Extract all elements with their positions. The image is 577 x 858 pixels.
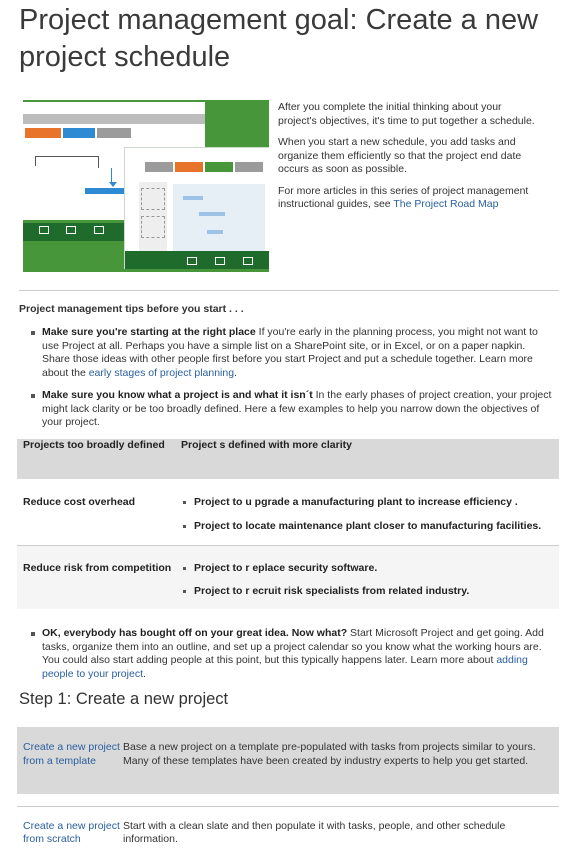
create-from-template-link[interactable]: Create a new project from a template — [23, 741, 120, 767]
clear-list — [181, 496, 559, 533]
link-cell — [17, 806, 123, 858]
create-from-scratch-link[interactable]: Create a new project from scratch — [23, 819, 120, 845]
intro-text — [278, 101, 540, 220]
description-cell: Start with a clean slate and then populate it with tasks, people, and other schedule information. — [123, 819, 506, 845]
early-stages-link[interactable]: early stages of project planning — [88, 366, 235, 379]
tip-item: Make sure you're starting at the right place If you're early in the planning process, you might not want to use Project at all. Perhaps you have a simple list on a SharePoint site, or in Excel, or on a paper napkin. Share those ideas with other people first before you start Project and put a schedule together. Learn more about the early stages of project planning. — [31, 326, 553, 380]
tips-list — [31, 627, 553, 690]
broad-cell: Reduce risk from competition — [23, 561, 172, 574]
intro-paragraph: When you start a new schedule, you add tasks and organize them efficiently so that the project end date occurs as soon as possible. — [278, 136, 522, 175]
intro-paragraph: For more articles in this series of project management instructional guides, see The Project Road Map — [278, 184, 529, 210]
adding-people-link[interactable]: adding people to your project — [42, 654, 528, 680]
description-cell: Base a new project on a template pre-populated with tasks from projects similar to yours. Many of these templates have been created by industry experts to help you get started. — [123, 741, 536, 767]
list-item: Project to u pgrade a manufacturing plant to increase efficiency . — [181, 496, 559, 510]
tips-list — [31, 326, 553, 439]
clear-cell — [181, 545, 559, 609]
intro-paragraph: After you complete the initial thinking about your project's objectives, it's time to put together a schedule. — [278, 101, 535, 127]
table-row — [17, 806, 559, 858]
column-header: Project s defined with more clarity — [181, 439, 352, 451]
table-row — [17, 479, 559, 545]
divider — [19, 290, 559, 291]
calendar-document-graphic — [124, 147, 269, 269]
clear-cell — [181, 479, 559, 545]
tip-item: OK, everybody has bought off on your great idea. Now what? Start Microsoft Project and get going. Add tasks, organize them into an outline, and set up a project calendar so you know what the working hours are. You could also start adding people at this point, but this typically happens later. Learn more about adding people to your project. — [31, 627, 553, 681]
spacer-row — [17, 794, 559, 806]
list-item: Project to locate maintenance plant closer to manufacturing facilities. — [181, 520, 559, 534]
list-item: Project to r eplace security software. — [181, 562, 559, 576]
tips-title: Project management tips before you start . . . — [19, 303, 244, 315]
clarity-table — [17, 439, 559, 609]
step1-title: Step 1: Create a new project — [19, 690, 229, 708]
page-title: Project management goal: Create a new project schedule — [19, 4, 539, 73]
spacer-cell — [17, 794, 559, 806]
link-cell — [17, 727, 123, 794]
list-item: Project to r ecruit risk specialists from related industry. — [181, 585, 559, 599]
broad-cell: Reduce cost overhead — [23, 496, 136, 508]
project-schedule-illustration — [23, 100, 269, 272]
step1-table — [17, 727, 559, 858]
clear-list — [181, 562, 559, 599]
tip-item: Make sure you know what a project is and what it isn´t In the early phases of project creation, your project might lack clarity or be too broadly defined. Here a few examples to help you narrow down the objectives of your project. — [31, 389, 553, 430]
table-row — [17, 545, 559, 609]
column-header: Projects too broadly defined — [23, 439, 165, 451]
table-row — [17, 727, 559, 794]
project-road-map-link[interactable]: The Project Road Map — [393, 198, 499, 210]
table-header-row — [17, 439, 559, 479]
